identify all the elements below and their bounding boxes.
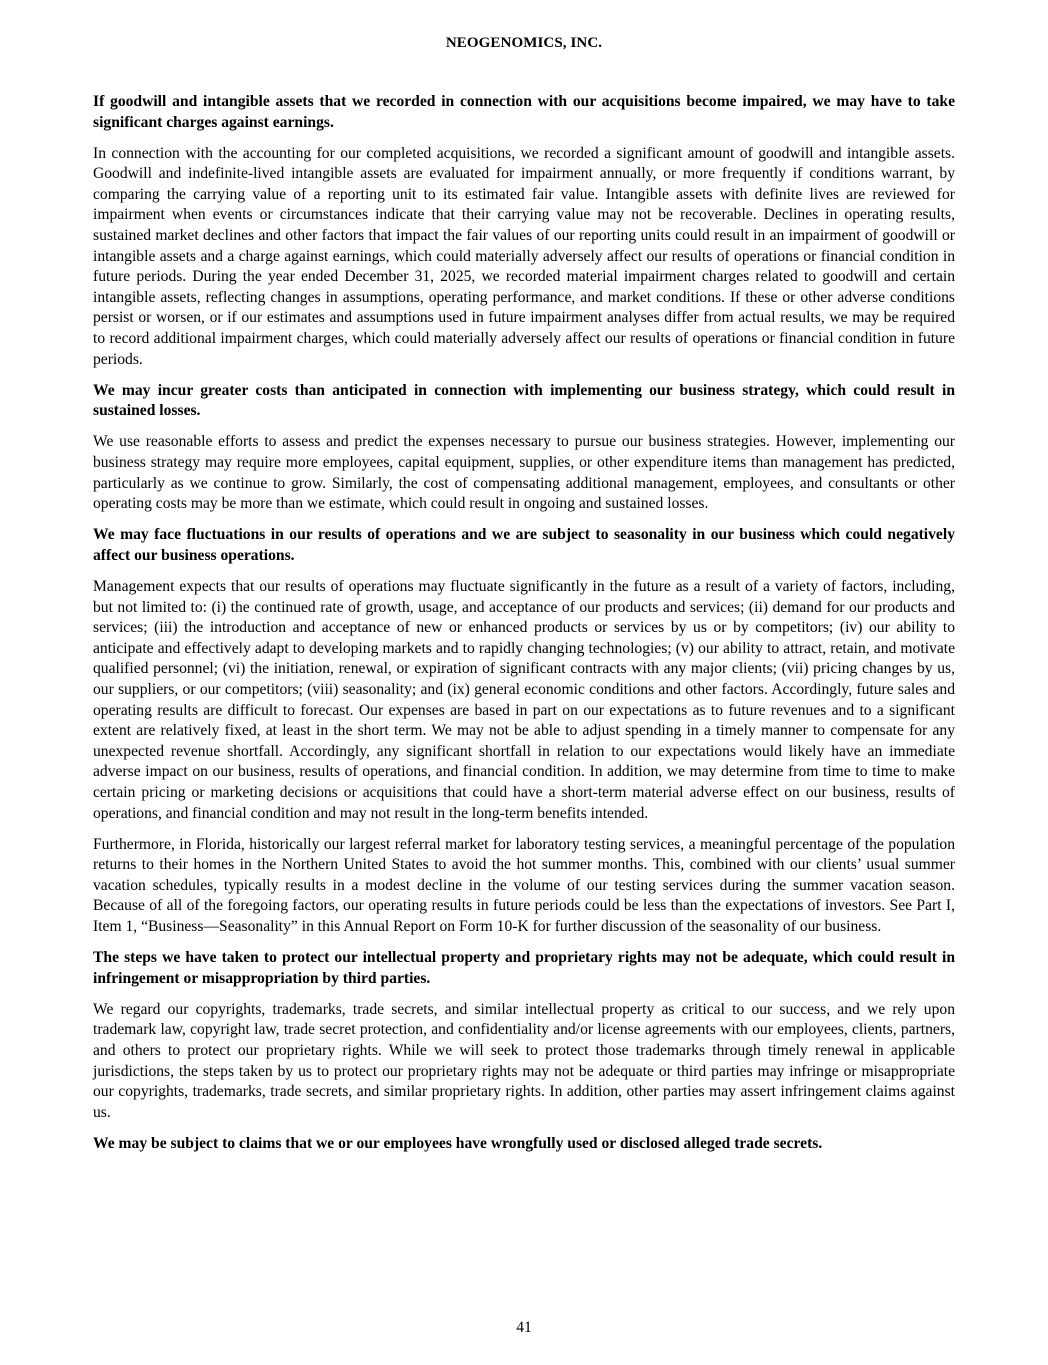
section-heading-business-strategy-costs: We may incur greater costs than anticipated in connection with implementing our business strategy, which could result in sustained losses. — [93, 381, 955, 420]
section-heading-goodwill-impairment: If goodwill and intangible assets that we recorded in connection with our acquisitions become impaired, we may have to take significant charges against earnings. — [93, 93, 955, 131]
document-body — [93, 92, 955, 1165]
paragraph-business-strategy-costs: We use reasonable efforts to assess and predict the expenses necessary to pursue our business strategies. However, implementing our business strategy may require more employees, capital equipment, supplies, or other expenditure items than management has predicted, particularly as we continue to grow. Similarly, the cost of compensating additional management, employees, and consultants or other operating costs may be more than we estimate, which could result in ongoing and sustained losses. — [93, 433, 955, 513]
paragraph-intellectual-property: We regard our copyrights, trademarks, trade secrets, and similar intellectual property as critical to our success, and we rely upon trademark law, copyright law, trade secret protection, and confidentiality and/or license agreements with our employees, clients, partners, and others to protect our proprietary rights. While we will seek to protect those trademarks through timely renewal in applicable jurisdictions, the steps taken by us to protect our proprietary rights may not be adequate or third parties may infringe or misappropriate our copyrights, trademarks, trade secrets, and similar proprietary rights. In addition, other parties may assert infringement claims against us. — [93, 1000, 955, 1121]
paragraph-results-fluctuation: Management expects that our results of operations may fluctuate significantly in the future as a result of a variety of factors, including, but not limited to: (i) the continued rate of growth, usage, and acceptance of our products and services; (ii) demand for our products and services; (iii) the introduction and acceptance of new or enhanced products or services by us or by competitors; (iv) our ability to anticipate and effectively adapt to developing markets and to rapidly changing technologies; (v) our ability to attract, retain, and motivate qualified personnel; (vi) the initiation, renewal, or expiration of significant contracts with any major clients; (vii) pricing changes by us, our suppliers, or our competitors; (viii) seasonality; and (ix) general economic conditions and other factors. Accordingly, future sales and operating results are difficult to forecast. Our expenses are based in part on our expectations as to future revenues and to a significant extent are relatively fixed, at least in the short term. We may not be able to adjust spending in a timely manner to compensate for any unexpected revenue shortfall. Accordingly, any significant shortfall in relation to our expectations would likely have an immediate adverse impact on our business, results of operations, and financial condition. In addition, we may determine from time to time to make certain pricing or marketing decisions or acquisitions that could have a short-term material adverse effect on our business, results of operations, and financial condition and may not result in the long-term benefits intended. — [93, 577, 955, 822]
page-number: 41 — [516, 1319, 532, 1336]
company-header: NEOGENOMICS, INC. — [445, 35, 603, 51]
section-heading-fluctuations-seasonality: We may face fluctuations in our results of operations and we are subject to seasonality in our business which could negatively affect our business operations. — [93, 526, 955, 564]
section-heading-trade-secrets: We may be subject to claims that we or our employees have wrongfully used or disclosed alleged trade secrets. — [93, 1134, 823, 1152]
paragraph-florida-seasonality: Furthermore, in Florida, historically our largest referral market for laboratory testing services, a meaningful percentage of the population returns to their homes in the Northern United States to avoid the hot summer months. This, combined with our clients’ usual summer vacation schedules, typically results in a modest decline in the volume of our testing services during the summer vacation season. Because of all of the foregoing factors, our operating results in future periods could be less than the expectations of investors. See Part I, Item 1, “Business—Seasonality” in this Annual Report on Form 10-K for further discussion of the seasonality of our business. — [93, 835, 955, 935]
paragraph-goodwill-impairment: In connection with the accounting for our completed acquisitions, we recorded a significant amount of goodwill and intangible assets. Goodwill and indefinite-lived intangible assets are evaluated for impairment annually, or more frequently if conditions warrant, by comparing the carrying value of a reporting unit to its estimated fair value. Intangible assets with definite lives are reviewed for impairment when events or circumstances indicate that their carrying value may not be recoverable. Declines in operating results, sustained market declines and other factors that impact the fair values of our reporting units could result in an impairment of goodwill or intangible assets and a charge against earnings, which could materially adversely affect our results of operations or financial condition in future periods. During the year ended December 31, 2025, we recorded material impairment charges related to goodwill and certain intangible assets, reflecting changes in assumptions, operating performance, and market conditions. If these or other adverse conditions persist or worsen, or if our estimates and assumptions used in future impairment analyses differ from actual results, we may be required to record additional impairment charges, which could materially adversely affect our results of operations or financial condition in future periods. — [93, 144, 955, 368]
section-heading-intellectual-property: The steps we have taken to protect our intellectual property and proprietary rights may not be adequate, which could result in infringement or misappropriation by third parties. — [93, 949, 955, 987]
